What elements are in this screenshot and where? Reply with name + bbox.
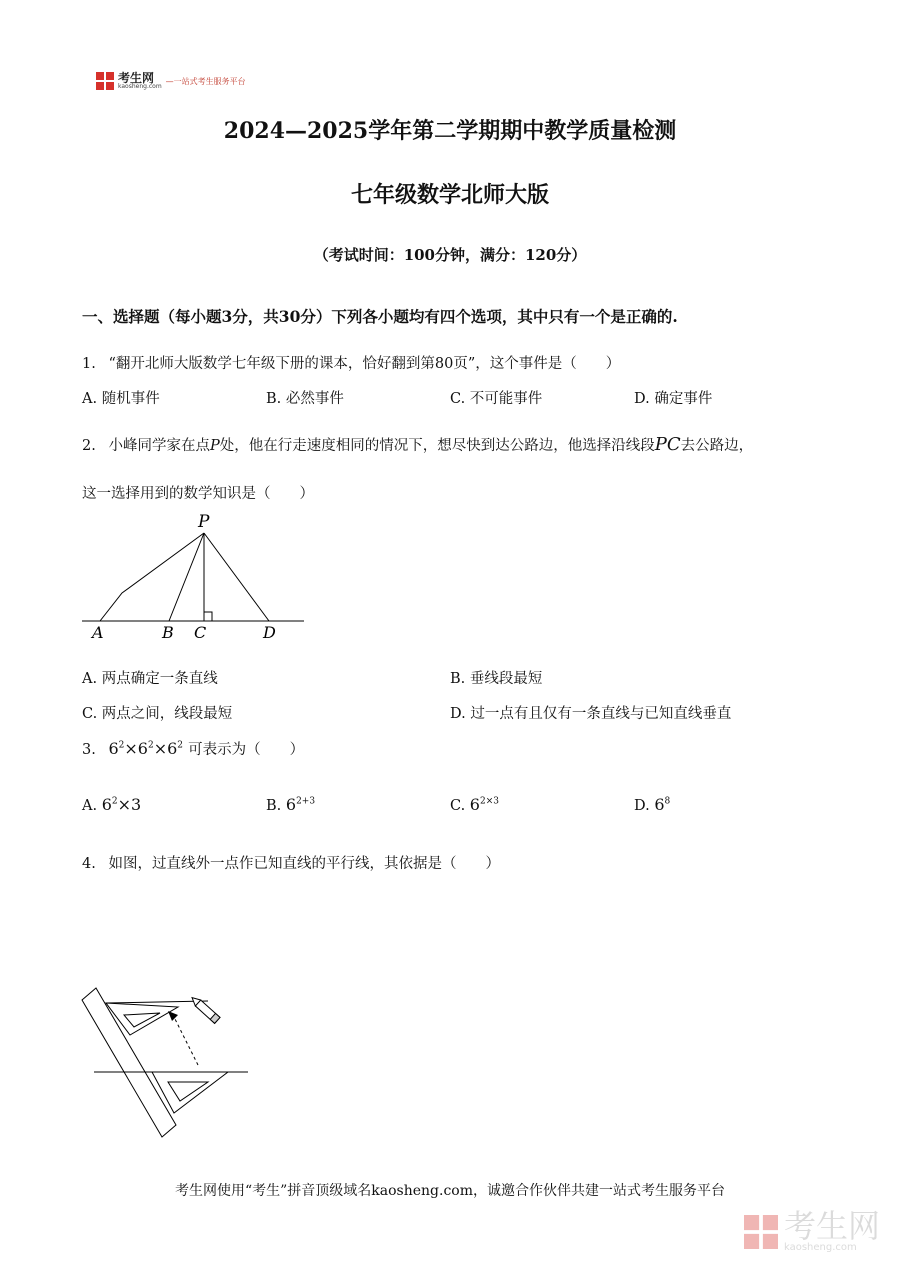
label-d: D — [263, 623, 276, 642]
footer-text: 考生网使用“考生”拼音顶级域名kaosheng.com，诚邀合作伙伴共建一站式考生服务平台 — [174, 1183, 726, 1199]
option-exp: 2 — [111, 796, 118, 807]
logo-name: 考生网 — [118, 71, 155, 85]
upper-line — [106, 1001, 208, 1003]
option-base: 6 — [654, 795, 665, 814]
times-sign: × — [124, 739, 138, 758]
option-label: C. — [82, 706, 98, 722]
option-exp: 2+3 — [296, 796, 316, 807]
q2-option-d[interactable] — [450, 702, 731, 723]
q1-option-a[interactable] — [82, 387, 160, 408]
page-subtitle: 七年级数学北师大版 — [350, 182, 549, 208]
exp: 2 — [147, 740, 154, 751]
pencil-icon — [189, 995, 220, 1024]
q1-option-c[interactable] — [450, 387, 542, 408]
option-text: 垂线段最短 — [469, 671, 543, 687]
option-label: B. — [450, 671, 466, 687]
q4-figure — [80, 985, 255, 1140]
watermark-logo-icon — [744, 1215, 778, 1249]
watermark-domain: kaosheng.com — [783, 1242, 857, 1253]
times-sign: × — [153, 739, 168, 758]
option-text: 必然事件 — [285, 391, 344, 407]
question-number: 4. — [82, 856, 96, 872]
option-exp: 8 — [664, 796, 671, 807]
watermark-name: 考生网 — [783, 1207, 880, 1245]
option-text: 确定事件 — [654, 391, 713, 407]
q2-option-c[interactable] — [82, 702, 232, 723]
option-label: A. — [82, 391, 98, 407]
page-title: 2024—2025学年第二学期期中教学质量检测 — [223, 118, 677, 144]
q2-option-a[interactable] — [82, 667, 218, 688]
label-p: P — [198, 512, 210, 532]
option-text: 两点之间，线段最短 — [101, 706, 233, 722]
question-text-2: 处，他在行走速度相同的情况下，想尽快到达公路边，他选择沿线段 — [219, 438, 655, 454]
base: 6 — [137, 739, 148, 758]
ruler-shape — [82, 988, 176, 1137]
option-base: 6 — [285, 795, 297, 814]
option-text: 不可能事件 — [469, 391, 543, 407]
exp: 2 — [118, 740, 125, 751]
base: 6 — [108, 739, 119, 758]
q3-expression — [108, 739, 188, 758]
dashed-slide — [174, 1017, 198, 1065]
option-label: A. — [82, 798, 98, 814]
option-base: 6 — [469, 795, 480, 814]
right-angle-mark — [204, 612, 212, 621]
logo-slogan-text: 一站式考生服务平台 — [173, 76, 246, 86]
set-square-top-inner — [124, 1013, 160, 1027]
exam-info: （考试时间：100分钟，满分：120分） — [313, 246, 587, 264]
set-square-bottom — [152, 1072, 228, 1113]
question-text-3: 去公路边， — [680, 438, 754, 454]
question-text: 可表示为（ ） — [188, 742, 305, 758]
option-label: B. — [266, 798, 282, 814]
kaosheng-logo-icon — [96, 72, 114, 90]
q2-option-b[interactable] — [450, 667, 542, 688]
segment-pd — [204, 533, 269, 621]
segment-pc: PC — [654, 434, 681, 455]
logo-domain: kaosheng.com — [118, 83, 162, 90]
section-heading: 一、选择题（每小题3分，共30分）下列各小题均有四个选项，其中只有一个是正确的. — [82, 307, 678, 326]
q1-option-d[interactable] — [634, 387, 712, 408]
option-text: 随机事件 — [101, 391, 160, 407]
exp: 2 — [177, 740, 184, 751]
option-label: D. — [634, 391, 650, 407]
option-label: B. — [266, 391, 282, 407]
option-label: A. — [82, 671, 98, 687]
logo-text — [118, 72, 162, 90]
q3-option-d[interactable] — [634, 795, 670, 814]
question-3 — [82, 738, 304, 759]
brand-logo — [96, 72, 246, 90]
q3-option-a[interactable] — [82, 795, 141, 814]
q3-option-c[interactable] — [450, 795, 499, 814]
q2-figure — [80, 510, 310, 645]
question-text-1: 小峰同学家在点 — [108, 438, 210, 454]
question-2-line2: 这一选择用到的数学知识是（ ） — [82, 486, 314, 502]
base: 6 — [167, 739, 178, 758]
option-exp: 2×3 — [479, 796, 499, 807]
question-1 — [82, 352, 620, 373]
question-number: 2. — [82, 438, 96, 454]
option-base: 6 — [101, 795, 112, 814]
question-text: 如图，过直线外一点作已知直线的平行线，其依据是（ ） — [108, 856, 500, 872]
option-label: C. — [450, 391, 466, 407]
option-suffix: ×3 — [117, 795, 142, 814]
q1-option-b[interactable] — [266, 387, 344, 408]
question-2 — [82, 434, 822, 455]
option-label: C. — [450, 798, 466, 814]
arrow-head — [168, 1011, 178, 1021]
label-a: A — [92, 623, 104, 642]
option-text: 两点确定一条直线 — [101, 671, 218, 687]
question-number: 3. — [82, 742, 96, 758]
question-number: 1. — [82, 356, 96, 372]
label-b: B — [162, 623, 174, 642]
logo-slogan: —一站式考生服务平台 — [165, 76, 246, 86]
option-label: D. — [450, 706, 466, 722]
option-text: 过一点有且仅有一条直线与已知直线垂直 — [470, 706, 732, 722]
set-square-top — [106, 1003, 178, 1035]
watermark — [744, 1207, 880, 1253]
point-p: P — [209, 438, 220, 454]
q3-option-b[interactable] — [266, 795, 315, 814]
label-c: C — [194, 623, 207, 642]
question-4 — [82, 852, 500, 873]
question-text: “翻开北师大版数学七年级下册的课本，恰好翻到第80页”，这个事件是（ ） — [108, 356, 621, 372]
path-pa — [100, 533, 204, 621]
option-label: D. — [634, 798, 650, 814]
